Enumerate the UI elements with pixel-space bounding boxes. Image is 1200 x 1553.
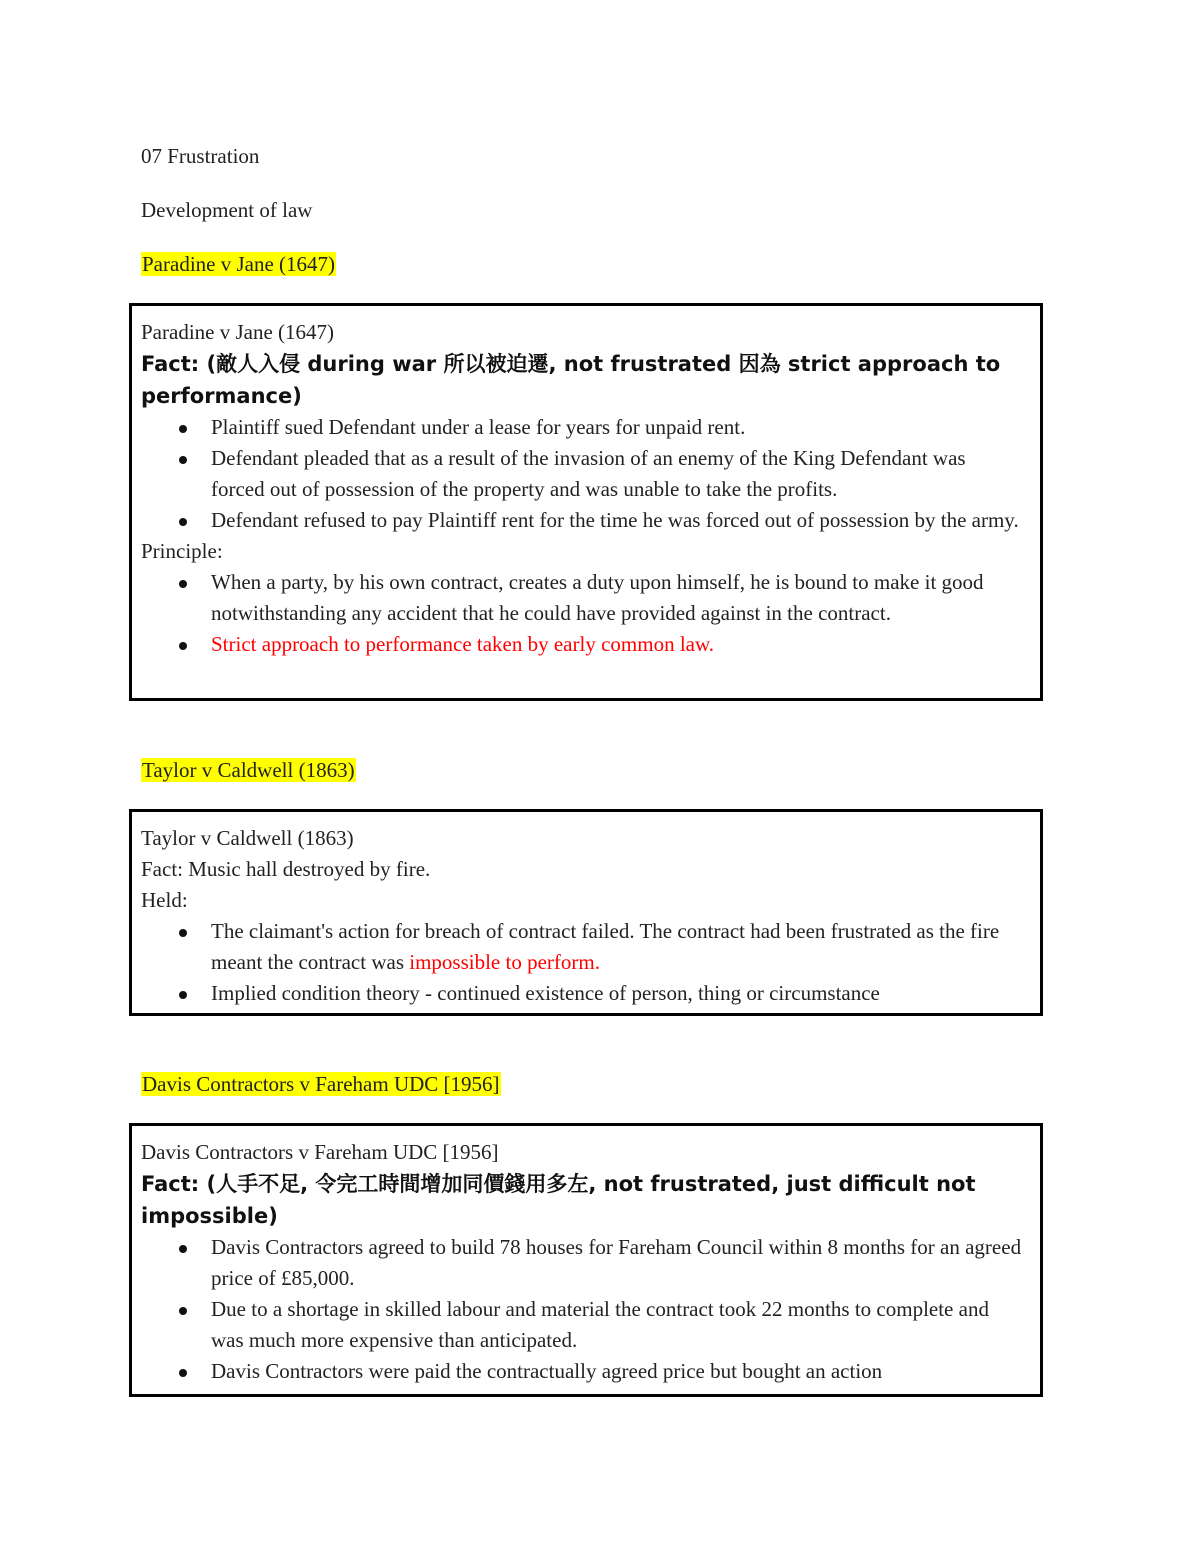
bullet-icon [179,1369,187,1377]
fact-list [141,1232,1024,1387]
highlighted-case-name: Taylor v Caldwell (1863) [142,758,355,782]
list-item: Strict approach to performance taken by early common law. [141,629,1024,660]
case-box-title: Paradine v Jane (1647) [141,320,335,344]
emphasis-text: impossible to perform. [409,950,600,974]
bullet-icon [179,518,187,526]
list-item: Due to a shortage in skilled labour and material the contract took 22 months to complete and was much more expensive than anticipated. [141,1294,1024,1356]
case-box-davis [129,1123,1043,1397]
list-item: When a party, by his own contract, creates a duty upon himself, he is bound to make it good notwithstanding any accident that he could have provided against in the contract. [141,567,1024,629]
case-fact: Fact: Music hall destroyed by fire. [141,857,431,881]
principle-label: Principle: [141,539,223,563]
bullet-icon [179,1307,187,1315]
bullet-icon [179,929,187,937]
document-title: 07 Frustration [141,144,260,168]
case-box-title: Davis Contractors v Fareham UDC [1956] [141,1140,499,1164]
bullet-icon [179,991,187,999]
principle-list [141,567,1024,660]
case-heading-paradine [141,251,336,278]
highlighted-case-name: Davis Contractors v Fareham UDC [1956] [142,1072,500,1096]
case-fact: Fact: (人手不足, 令完工時間增加同價錢用多左, not frustrated, just difficult not impossible) [141,1172,976,1228]
case-fact: Fact: (敵人入侵 during war 所以被迫遷, not frustrated 因為 strict approach to performance) [141,352,1001,408]
list-item: The claimant's action for breach of contract failed. The contract had been frustrated as the fire meant the contract was impossible to perform. [141,916,1024,978]
held-label: Held: [141,888,188,912]
bullet-icon [179,1245,187,1253]
section-heading: Development of law [141,198,313,222]
list-item: Davis Contractors agreed to build 78 houses for Fareham Council within 8 months for an agreed price of £85,000. [141,1232,1024,1294]
highlighted-case-name: Paradine v Jane (1647) [142,252,336,276]
bullet-icon [179,425,187,433]
held-list [141,916,1024,1009]
case-box-title: Taylor v Caldwell (1863) [141,826,354,850]
case-heading-davis [141,1071,501,1098]
list-item: Implied condition theory - continued existence of person, thing or circumstance [141,978,1024,1009]
list-item: Davis Contractors were paid the contractually agreed price but bought an action [141,1356,1024,1387]
case-box-taylor [129,809,1043,1016]
case-box-paradine [129,303,1043,701]
fact-list [141,412,1024,536]
case-heading-taylor [141,757,356,784]
bullet-icon [179,580,187,588]
list-item: Plaintiff sued Defendant under a lease for years for unpaid rent. [141,412,1024,443]
list-item: Defendant refused to pay Plaintiff rent for the time he was forced out of possession by the army. [141,505,1024,536]
bullet-icon [179,642,187,650]
list-item: Defendant pleaded that as a result of the invasion of an enemy of the King Defendant was forced out of possession of the property and was unable to take the profits. [141,443,1024,505]
bullet-icon [179,456,187,464]
